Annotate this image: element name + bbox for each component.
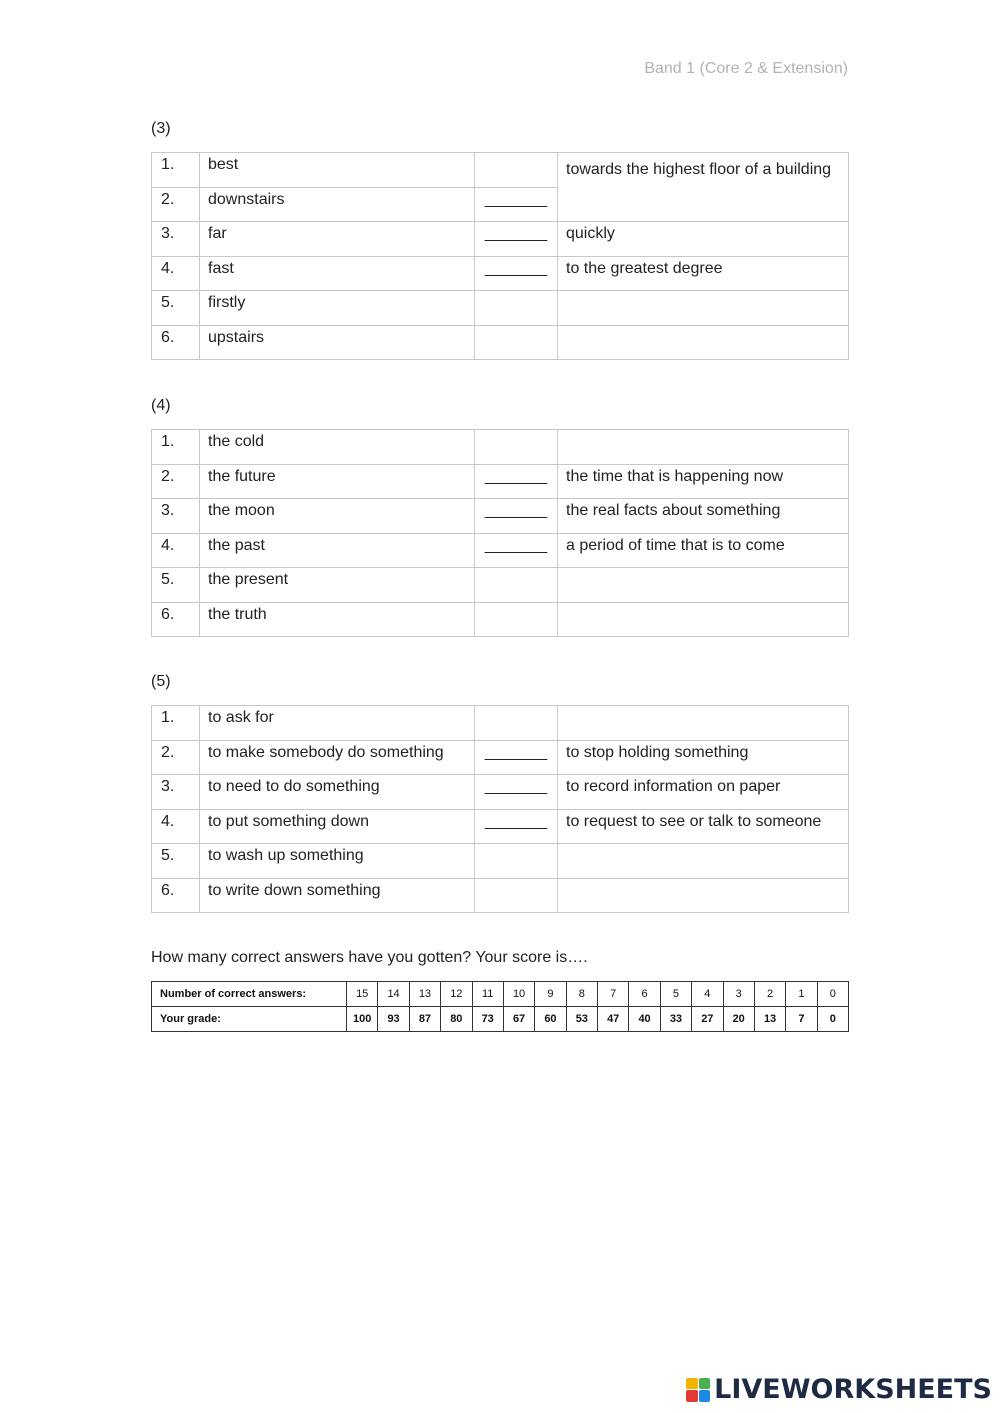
score-table: [151, 981, 849, 1032]
item-word: the cold: [200, 430, 475, 465]
matching-table-5: [151, 705, 849, 913]
answer-blank: [475, 568, 558, 603]
table-row: [152, 499, 849, 534]
grade-cell: 93: [378, 1007, 409, 1032]
item-definition: to request to see or talk to someone: [558, 809, 849, 844]
table-row: [152, 706, 849, 741]
item-definition: [558, 430, 849, 465]
table-row: [152, 256, 849, 291]
answer-blank: [475, 878, 558, 913]
section-label-5: (5): [151, 673, 171, 690]
item-number: 2.: [152, 464, 200, 499]
score-correct-row: [152, 982, 849, 1007]
grade-cell: 7: [786, 1007, 817, 1032]
table-row: [152, 740, 849, 775]
item-definition: the time that is happening now: [558, 464, 849, 499]
grade-cell: 73: [472, 1007, 503, 1032]
item-definition: [558, 291, 849, 326]
grade-cell: 87: [409, 1007, 440, 1032]
grade-cell: 47: [598, 1007, 629, 1032]
answer-blank[interactable]: _______: [475, 256, 558, 291]
item-definition: [558, 602, 849, 637]
answer-blank: [475, 706, 558, 741]
table-row: [152, 430, 849, 465]
correct-count-cell: 12: [441, 982, 472, 1007]
answer-blank[interactable]: _______: [475, 809, 558, 844]
section-label-4: (4): [151, 397, 171, 414]
item-definition: towards the highest floor of a building: [558, 153, 849, 222]
item-number: 1.: [152, 153, 200, 188]
logo-square: [686, 1378, 698, 1390]
item-definition: [558, 325, 849, 360]
item-definition: [558, 844, 849, 879]
item-word: to make somebody do something: [200, 740, 475, 775]
correct-count-cell: 6: [629, 982, 660, 1007]
item-word: upstairs: [200, 325, 475, 360]
table-row: [152, 325, 849, 360]
table-row: [152, 291, 849, 326]
item-word: the past: [200, 533, 475, 568]
grade-cell: 0: [817, 1007, 848, 1032]
item-word: to ask for: [200, 706, 475, 741]
correct-count-cell: 0: [817, 982, 848, 1007]
correct-count-cell: 5: [660, 982, 691, 1007]
item-number: 1.: [152, 706, 200, 741]
item-number: 1.: [152, 430, 200, 465]
grade-cell: 33: [660, 1007, 691, 1032]
table-row: [152, 878, 849, 913]
item-word: far: [200, 222, 475, 257]
answer-blank: [475, 291, 558, 326]
item-word: firstly: [200, 291, 475, 326]
item-number: 3.: [152, 222, 200, 257]
correct-count-cell: 10: [503, 982, 534, 1007]
item-number: 3.: [152, 775, 200, 810]
item-number: 5.: [152, 568, 200, 603]
grade-cell: 20: [723, 1007, 754, 1032]
correct-count-cell: 8: [566, 982, 597, 1007]
correct-count-cell: 3: [723, 982, 754, 1007]
score-question: How many correct answers have you gotten? Your score is….: [151, 949, 588, 966]
item-number: 3.: [152, 499, 200, 534]
item-number: 6.: [152, 878, 200, 913]
answer-blank[interactable]: _______: [475, 499, 558, 534]
liveworksheets-logo-icon: [686, 1378, 710, 1402]
item-definition: the real facts about something: [558, 499, 849, 534]
grade-cell: 60: [535, 1007, 566, 1032]
grade-cell: 13: [754, 1007, 785, 1032]
section-label-3: (3): [151, 120, 171, 137]
item-word: to need to do something: [200, 775, 475, 810]
answer-blank[interactable]: _______: [475, 740, 558, 775]
item-definition: to record information on paper: [558, 775, 849, 810]
answer-blank: [475, 325, 558, 360]
correct-count-cell: 2: [754, 982, 785, 1007]
grade-cell: 67: [503, 1007, 534, 1032]
item-word: the moon: [200, 499, 475, 534]
item-number: 2.: [152, 740, 200, 775]
item-definition: a period of time that is to come: [558, 533, 849, 568]
table-row: [152, 775, 849, 810]
answer-blank[interactable]: _______: [475, 775, 558, 810]
table-row: [152, 153, 849, 188]
answer-blank: [475, 602, 558, 637]
item-number: 4.: [152, 809, 200, 844]
item-number: 5.: [152, 291, 200, 326]
item-word: the future: [200, 464, 475, 499]
item-definition: [558, 568, 849, 603]
item-word: the truth: [200, 602, 475, 637]
item-number: 4.: [152, 533, 200, 568]
item-number: 4.: [152, 256, 200, 291]
item-definition: [558, 878, 849, 913]
grade-cell: 80: [441, 1007, 472, 1032]
item-word: fast: [200, 256, 475, 291]
grade-cell: 40: [629, 1007, 660, 1032]
item-word: best: [200, 153, 475, 188]
correct-answers-label: Number of correct answers:: [152, 982, 347, 1007]
logo-square: [686, 1390, 698, 1402]
logo-square: [699, 1378, 711, 1390]
item-definition: to stop holding something: [558, 740, 849, 775]
table-row: [152, 464, 849, 499]
correct-count-cell: 1: [786, 982, 817, 1007]
answer-blank[interactable]: _______: [475, 187, 558, 222]
item-word: to put something down: [200, 809, 475, 844]
item-number: 5.: [152, 844, 200, 879]
correct-count-cell: 15: [347, 982, 378, 1007]
correct-count-cell: 9: [535, 982, 566, 1007]
item-definition: to the greatest degree: [558, 256, 849, 291]
item-number: 6.: [152, 325, 200, 360]
item-word: the present: [200, 568, 475, 603]
table-row: [152, 809, 849, 844]
matching-table-4: [151, 429, 849, 637]
item-number: 6.: [152, 602, 200, 637]
table-row: [152, 222, 849, 257]
score-grade-row: [152, 1007, 849, 1032]
item-word: to write down something: [200, 878, 475, 913]
logo-square: [699, 1390, 711, 1402]
answer-blank: [475, 430, 558, 465]
item-word: to wash up something: [200, 844, 475, 879]
correct-count-cell: 4: [692, 982, 723, 1007]
document-band-label: Band 1 (Core 2 & Extension): [644, 60, 848, 77]
table-row: [152, 844, 849, 879]
grade-label: Your grade:: [152, 1007, 347, 1032]
item-word: downstairs: [200, 187, 475, 222]
matching-table-3: [151, 152, 849, 360]
grade-cell: 27: [692, 1007, 723, 1032]
correct-count-cell: 14: [378, 982, 409, 1007]
answer-blank[interactable]: _______: [475, 222, 558, 257]
item-number: 2.: [152, 187, 200, 222]
item-definition: quickly: [558, 222, 849, 257]
answer-blank: [475, 844, 558, 879]
correct-count-cell: 11: [472, 982, 503, 1007]
answer-blank[interactable]: _______: [475, 464, 558, 499]
table-row: [152, 602, 849, 637]
liveworksheets-brand: [686, 1374, 992, 1405]
grade-cell: 53: [566, 1007, 597, 1032]
brand-wordmark: LIVEWORKSHEETS: [714, 1374, 992, 1405]
table-row: [152, 568, 849, 603]
answer-blank[interactable]: [475, 153, 558, 188]
item-definition: [558, 706, 849, 741]
grade-cell: 100: [347, 1007, 378, 1032]
correct-count-cell: 13: [409, 982, 440, 1007]
table-row: [152, 533, 849, 568]
answer-blank[interactable]: _______: [475, 533, 558, 568]
correct-count-cell: 7: [598, 982, 629, 1007]
